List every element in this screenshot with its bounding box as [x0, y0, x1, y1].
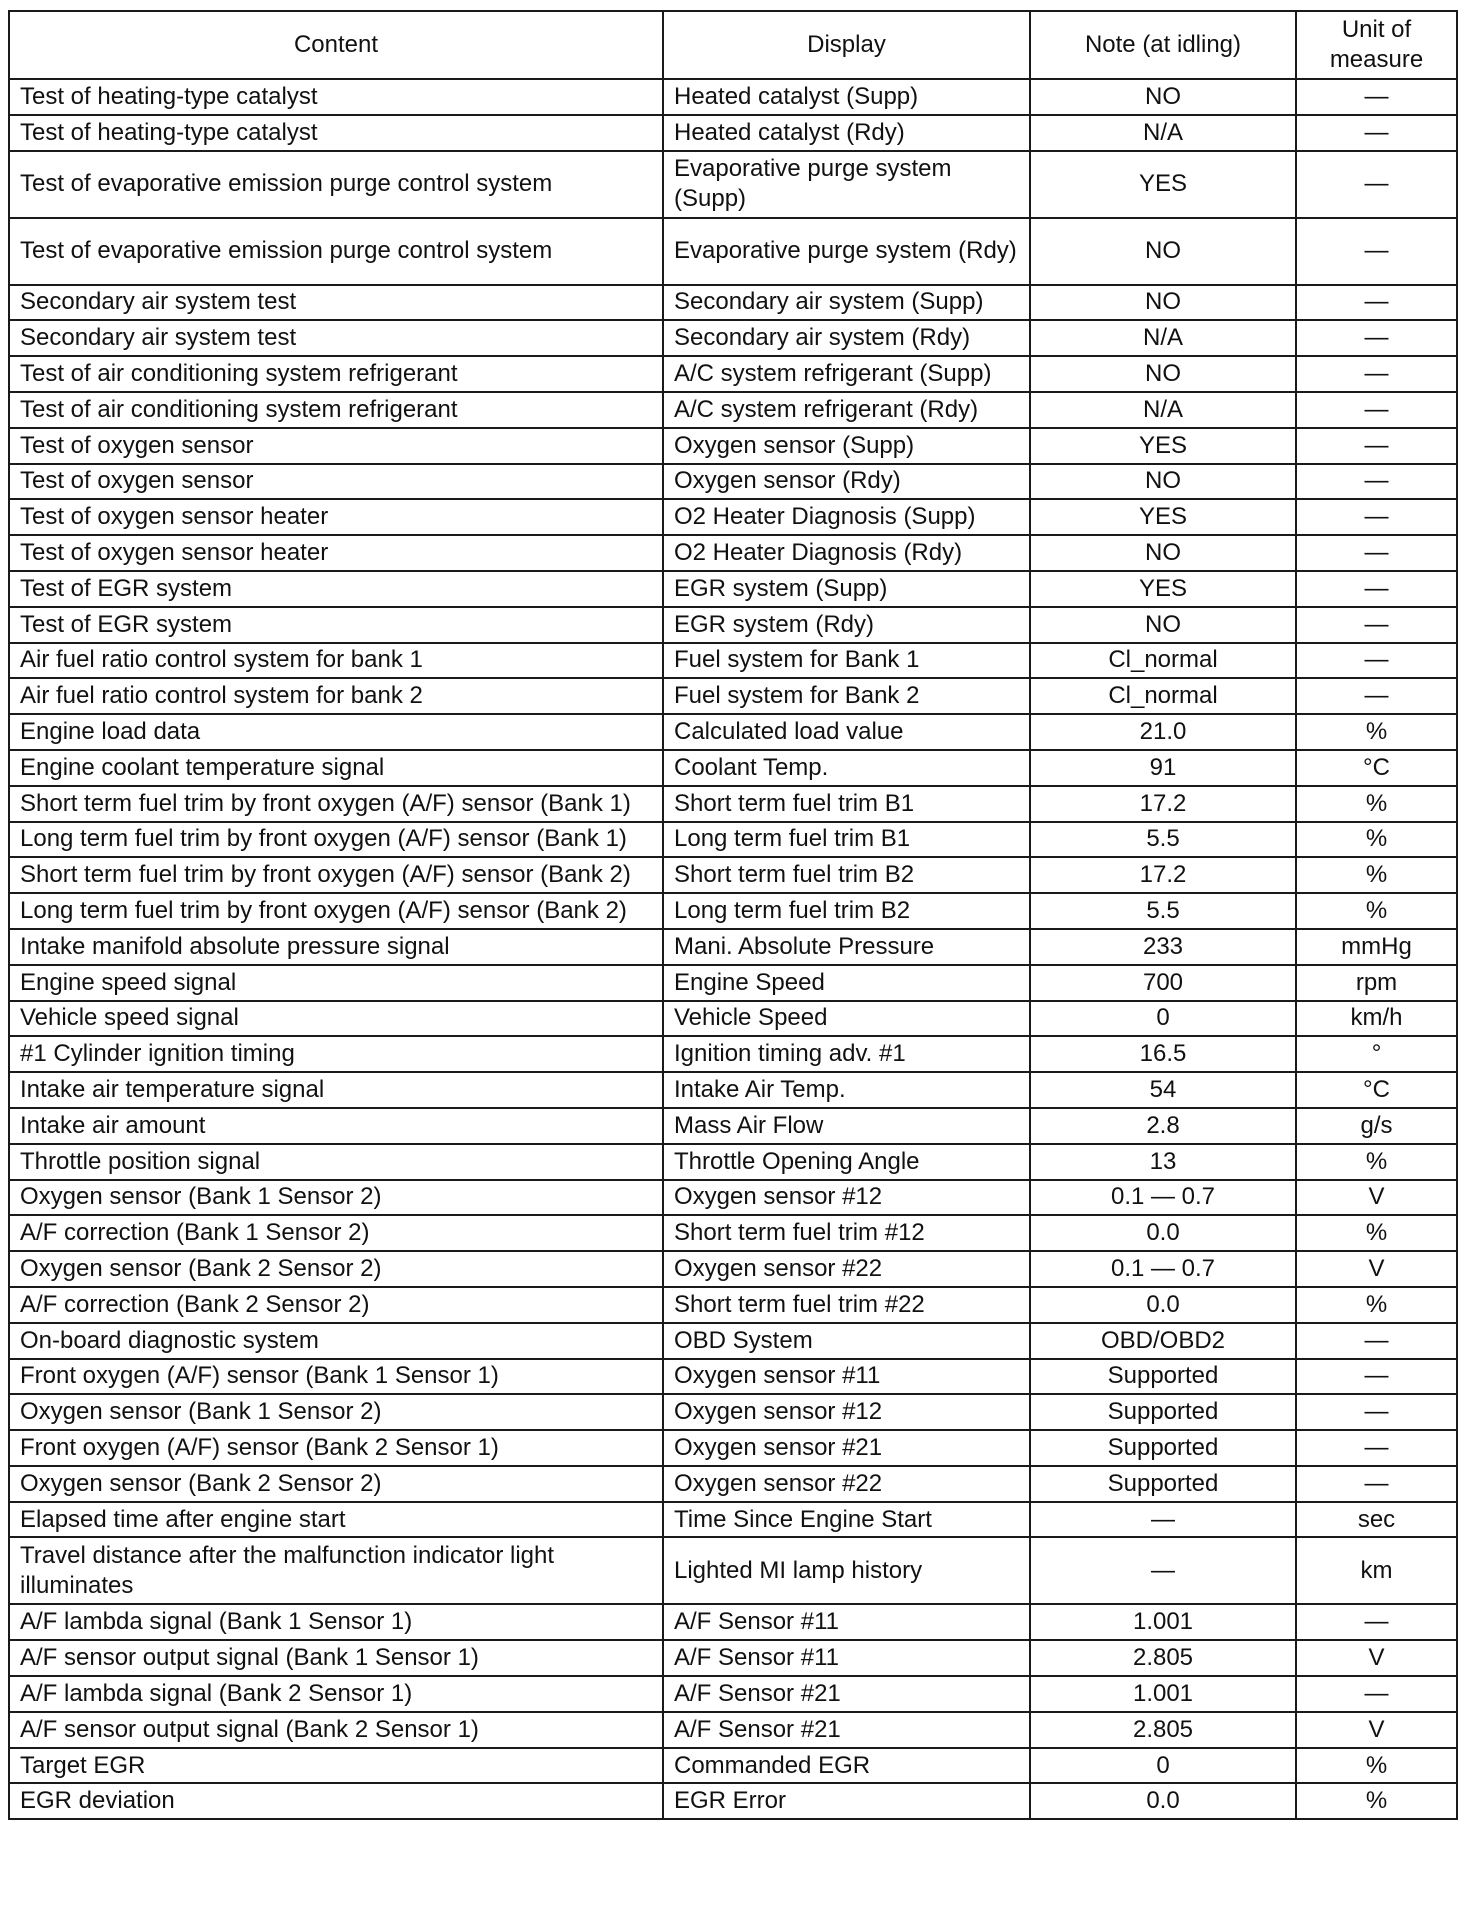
cell-content: Target EGR — [9, 1748, 663, 1784]
cell-note: 1.001 — [1030, 1604, 1296, 1640]
cell-content: A/F sensor output signal (Bank 2 Sensor 1) — [9, 1712, 663, 1748]
cell-note: 2.805 — [1030, 1640, 1296, 1676]
cell-note: — — [1030, 1502, 1296, 1538]
cell-content: A/F sensor output signal (Bank 1 Sensor 1) — [9, 1640, 663, 1676]
cell-note: 17.2 — [1030, 786, 1296, 822]
cell-note: OBD/OBD2 — [1030, 1323, 1296, 1359]
cell-note: NO — [1030, 356, 1296, 392]
table-row — [9, 1640, 1457, 1676]
cell-content: Vehicle speed signal — [9, 1001, 663, 1037]
cell-content: Engine load data — [9, 714, 663, 750]
cell-unit: g/s — [1296, 1108, 1457, 1144]
table-row — [9, 965, 1457, 1001]
header-content: Content — [9, 11, 663, 79]
cell-content: Oxygen sensor (Bank 1 Sensor 2) — [9, 1180, 663, 1216]
cell-unit: — — [1296, 115, 1457, 151]
cell-note: NO — [1030, 535, 1296, 571]
table-row — [9, 678, 1457, 714]
table-row — [9, 1072, 1457, 1108]
table-row — [9, 499, 1457, 535]
cell-note: 2.8 — [1030, 1108, 1296, 1144]
cell-display: OBD System — [663, 1323, 1030, 1359]
table-row — [9, 1036, 1457, 1072]
cell-content: Test of EGR system — [9, 607, 663, 643]
table-row — [9, 822, 1457, 858]
cell-note: 13 — [1030, 1144, 1296, 1180]
table-row — [9, 571, 1457, 607]
cell-note: Cl_normal — [1030, 643, 1296, 679]
cell-note: 16.5 — [1030, 1036, 1296, 1072]
table-row — [9, 1537, 1457, 1604]
table-row — [9, 392, 1457, 428]
cell-note: Cl_normal — [1030, 678, 1296, 714]
cell-display: Commanded EGR — [663, 1748, 1030, 1784]
cell-content: Long term fuel trim by front oxygen (A/F) sensor (Bank 2) — [9, 893, 663, 929]
table-row — [9, 1502, 1457, 1538]
cell-content: Test of oxygen sensor heater — [9, 535, 663, 571]
table-row — [9, 893, 1457, 929]
table-row — [9, 1604, 1457, 1640]
cell-display: Evaporative purge system (Rdy) — [663, 218, 1030, 285]
cell-content: Engine coolant temperature signal — [9, 750, 663, 786]
cell-content: Long term fuel trim by front oxygen (A/F) sensor (Bank 1) — [9, 822, 663, 858]
cell-note: NO — [1030, 218, 1296, 285]
cell-note: N/A — [1030, 115, 1296, 151]
cell-display: A/F Sensor #11 — [663, 1604, 1030, 1640]
table-row — [9, 714, 1457, 750]
cell-unit: — — [1296, 643, 1457, 679]
cell-content: Front oxygen (A/F) sensor (Bank 1 Sensor 1) — [9, 1359, 663, 1395]
cell-content: Oxygen sensor (Bank 2 Sensor 2) — [9, 1466, 663, 1502]
cell-note: 0 — [1030, 1748, 1296, 1784]
header-display: Display — [663, 11, 1030, 79]
table-row — [9, 1180, 1457, 1216]
cell-content: Test of evaporative emission purge control system — [9, 218, 663, 285]
table-row — [9, 115, 1457, 151]
table-row — [9, 643, 1457, 679]
cell-display: Oxygen sensor (Rdy) — [663, 464, 1030, 500]
table-row — [9, 1108, 1457, 1144]
cell-note: Supported — [1030, 1466, 1296, 1502]
cell-display: EGR system (Supp) — [663, 571, 1030, 607]
cell-unit: — — [1296, 1604, 1457, 1640]
cell-unit: — — [1296, 1394, 1457, 1430]
cell-note: N/A — [1030, 320, 1296, 356]
cell-note: 1.001 — [1030, 1676, 1296, 1712]
cell-note: 0.1 — 0.7 — [1030, 1251, 1296, 1287]
header-row — [9, 11, 1457, 79]
cell-note: NO — [1030, 464, 1296, 500]
cell-unit: % — [1296, 1215, 1457, 1251]
cell-content: Test of oxygen sensor — [9, 464, 663, 500]
table-row — [9, 428, 1457, 464]
cell-unit: — — [1296, 571, 1457, 607]
cell-unit: V — [1296, 1180, 1457, 1216]
cell-unit: — — [1296, 356, 1457, 392]
cell-note: YES — [1030, 499, 1296, 535]
cell-unit: % — [1296, 786, 1457, 822]
cell-unit: % — [1296, 857, 1457, 893]
cell-content: Test of heating-type catalyst — [9, 115, 663, 151]
cell-display: A/F Sensor #21 — [663, 1676, 1030, 1712]
cell-display: Fuel system for Bank 2 — [663, 678, 1030, 714]
table-row — [9, 1712, 1457, 1748]
cell-unit: — — [1296, 1359, 1457, 1395]
cell-display: Oxygen sensor #21 — [663, 1430, 1030, 1466]
table-row — [9, 1676, 1457, 1712]
cell-note: NO — [1030, 607, 1296, 643]
cell-content: Travel distance after the malfunction indicator light illuminates — [9, 1537, 663, 1604]
cell-unit: % — [1296, 893, 1457, 929]
table-row — [9, 285, 1457, 321]
cell-unit: V — [1296, 1712, 1457, 1748]
cell-unit: % — [1296, 1748, 1457, 1784]
cell-unit: — — [1296, 320, 1457, 356]
cell-note: 0.0 — [1030, 1287, 1296, 1323]
cell-unit: % — [1296, 1783, 1457, 1819]
cell-content: Oxygen sensor (Bank 2 Sensor 2) — [9, 1251, 663, 1287]
header-unit: Unit of measure — [1296, 11, 1457, 79]
cell-display: Oxygen sensor #22 — [663, 1466, 1030, 1502]
cell-unit: — — [1296, 1466, 1457, 1502]
cell-content: Secondary air system test — [9, 320, 663, 356]
table-row — [9, 786, 1457, 822]
cell-content: Test of evaporative emission purge control system — [9, 151, 663, 218]
cell-unit: V — [1296, 1251, 1457, 1287]
table-row — [9, 750, 1457, 786]
cell-unit: km — [1296, 1537, 1457, 1604]
cell-display: Calculated load value — [663, 714, 1030, 750]
cell-content: Test of oxygen sensor — [9, 428, 663, 464]
cell-note: YES — [1030, 571, 1296, 607]
cell-content: Air fuel ratio control system for bank 1 — [9, 643, 663, 679]
cell-note: NO — [1030, 79, 1296, 115]
cell-content: Test of heating-type catalyst — [9, 79, 663, 115]
cell-unit: % — [1296, 1144, 1457, 1180]
table-row — [9, 1001, 1457, 1037]
table-row — [9, 1144, 1457, 1180]
cell-content: Front oxygen (A/F) sensor (Bank 2 Sensor 1) — [9, 1430, 663, 1466]
cell-display: Oxygen sensor #12 — [663, 1180, 1030, 1216]
table-row — [9, 1783, 1457, 1819]
cell-content: Throttle position signal — [9, 1144, 663, 1180]
cell-display: Oxygen sensor #12 — [663, 1394, 1030, 1430]
cell-note: 0.0 — [1030, 1783, 1296, 1819]
cell-display: EGR system (Rdy) — [663, 607, 1030, 643]
table-row — [9, 218, 1457, 285]
table-row — [9, 857, 1457, 893]
cell-display: Mani. Absolute Pressure — [663, 929, 1030, 965]
cell-content: EGR deviation — [9, 1783, 663, 1819]
cell-unit: — — [1296, 428, 1457, 464]
cell-display: A/C system refrigerant (Rdy) — [663, 392, 1030, 428]
cell-unit: V — [1296, 1640, 1457, 1676]
cell-note: 5.5 — [1030, 822, 1296, 858]
cell-unit: — — [1296, 1676, 1457, 1712]
cell-unit: mmHg — [1296, 929, 1457, 965]
cell-unit: — — [1296, 535, 1457, 571]
cell-display: Oxygen sensor #11 — [663, 1359, 1030, 1395]
table-row — [9, 464, 1457, 500]
cell-display: Fuel system for Bank 1 — [663, 643, 1030, 679]
cell-content: Intake manifold absolute pressure signal — [9, 929, 663, 965]
table-body — [9, 79, 1457, 1819]
table-row — [9, 1430, 1457, 1466]
cell-note: Supported — [1030, 1430, 1296, 1466]
cell-note: 5.5 — [1030, 893, 1296, 929]
cell-unit: °C — [1296, 1072, 1457, 1108]
cell-content: On-board diagnostic system — [9, 1323, 663, 1359]
cell-display: EGR Error — [663, 1783, 1030, 1819]
table-row — [9, 1394, 1457, 1430]
cell-display: Short term fuel trim B1 — [663, 786, 1030, 822]
cell-unit: % — [1296, 714, 1457, 750]
table-row — [9, 1466, 1457, 1502]
cell-note: YES — [1030, 428, 1296, 464]
cell-note: 700 — [1030, 965, 1296, 1001]
cell-content: A/F lambda signal (Bank 2 Sensor 1) — [9, 1676, 663, 1712]
cell-unit: — — [1296, 285, 1457, 321]
table-row — [9, 535, 1457, 571]
cell-content: Test of EGR system — [9, 571, 663, 607]
cell-unit: % — [1296, 822, 1457, 858]
table-row — [9, 320, 1457, 356]
cell-content: Intake air temperature signal — [9, 1072, 663, 1108]
cell-content: A/F correction (Bank 2 Sensor 2) — [9, 1287, 663, 1323]
cell-note: 21.0 — [1030, 714, 1296, 750]
cell-display: Long term fuel trim B2 — [663, 893, 1030, 929]
cell-note: NO — [1030, 285, 1296, 321]
cell-content: A/F correction (Bank 1 Sensor 2) — [9, 1215, 663, 1251]
cell-display: A/F Sensor #21 — [663, 1712, 1030, 1748]
cell-display: Heated catalyst (Supp) — [663, 79, 1030, 115]
cell-note: 233 — [1030, 929, 1296, 965]
cell-unit: sec — [1296, 1502, 1457, 1538]
cell-note: 91 — [1030, 750, 1296, 786]
cell-display: Engine Speed — [663, 965, 1030, 1001]
cell-note: 2.805 — [1030, 1712, 1296, 1748]
cell-display: Secondary air system (Supp) — [663, 285, 1030, 321]
cell-note: Supported — [1030, 1359, 1296, 1395]
cell-display: Mass Air Flow — [663, 1108, 1030, 1144]
cell-display: Evaporative purge system (Supp) — [663, 151, 1030, 218]
cell-display: Intake Air Temp. — [663, 1072, 1030, 1108]
cell-unit: — — [1296, 678, 1457, 714]
cell-content: Oxygen sensor (Bank 1 Sensor 2) — [9, 1394, 663, 1430]
cell-unit: — — [1296, 499, 1457, 535]
cell-content: Test of air conditioning system refrigerant — [9, 392, 663, 428]
obd-data-table — [8, 10, 1458, 1820]
cell-unit: ° — [1296, 1036, 1457, 1072]
cell-note: Supported — [1030, 1394, 1296, 1430]
cell-note: YES — [1030, 151, 1296, 218]
cell-note: 0.0 — [1030, 1215, 1296, 1251]
table-row — [9, 1287, 1457, 1323]
table-row — [9, 1251, 1457, 1287]
cell-display: Long term fuel trim B1 — [663, 822, 1030, 858]
spec-sheet — [8, 10, 1456, 1820]
cell-display: Throttle Opening Angle — [663, 1144, 1030, 1180]
cell-note: 0.1 — 0.7 — [1030, 1180, 1296, 1216]
cell-display: Short term fuel trim B2 — [663, 857, 1030, 893]
cell-content: Test of oxygen sensor heater — [9, 499, 663, 535]
cell-unit: km/h — [1296, 1001, 1457, 1037]
cell-content: Air fuel ratio control system for bank 2 — [9, 678, 663, 714]
cell-content: Intake air amount — [9, 1108, 663, 1144]
cell-unit: — — [1296, 218, 1457, 285]
cell-display: O2 Heater Diagnosis (Supp) — [663, 499, 1030, 535]
cell-display: Secondary air system (Rdy) — [663, 320, 1030, 356]
cell-display: Ignition timing adv. #1 — [663, 1036, 1030, 1072]
cell-content: Test of air conditioning system refrigerant — [9, 356, 663, 392]
table-row — [9, 79, 1457, 115]
cell-display: Coolant Temp. — [663, 750, 1030, 786]
cell-content: A/F lambda signal (Bank 1 Sensor 1) — [9, 1604, 663, 1640]
cell-display: Lighted MI lamp history — [663, 1537, 1030, 1604]
cell-note: 0 — [1030, 1001, 1296, 1037]
cell-display: O2 Heater Diagnosis (Rdy) — [663, 535, 1030, 571]
cell-display: A/C system refrigerant (Supp) — [663, 356, 1030, 392]
cell-unit: — — [1296, 464, 1457, 500]
cell-content: Short term fuel trim by front oxygen (A/F) sensor (Bank 1) — [9, 786, 663, 822]
cell-note: N/A — [1030, 392, 1296, 428]
table-row — [9, 1359, 1457, 1395]
cell-content: #1 Cylinder ignition timing — [9, 1036, 663, 1072]
cell-display: Oxygen sensor (Supp) — [663, 428, 1030, 464]
cell-unit: °C — [1296, 750, 1457, 786]
header-note: Note (at idling) — [1030, 11, 1296, 79]
cell-unit: rpm — [1296, 965, 1457, 1001]
cell-unit: — — [1296, 1430, 1457, 1466]
cell-unit: — — [1296, 79, 1457, 115]
cell-note: 54 — [1030, 1072, 1296, 1108]
table-row — [9, 1748, 1457, 1784]
table-row — [9, 929, 1457, 965]
table-row — [9, 1323, 1457, 1359]
cell-note: — — [1030, 1537, 1296, 1604]
cell-display: Heated catalyst (Rdy) — [663, 115, 1030, 151]
cell-display: A/F Sensor #11 — [663, 1640, 1030, 1676]
cell-unit: — — [1296, 392, 1457, 428]
cell-content: Elapsed time after engine start — [9, 1502, 663, 1538]
cell-unit: — — [1296, 151, 1457, 218]
cell-content: Engine speed signal — [9, 965, 663, 1001]
cell-unit: % — [1296, 1287, 1457, 1323]
cell-unit: — — [1296, 607, 1457, 643]
table-row — [9, 607, 1457, 643]
cell-display: Short term fuel trim #22 — [663, 1287, 1030, 1323]
cell-note: 17.2 — [1030, 857, 1296, 893]
table-row — [9, 151, 1457, 218]
table-row — [9, 356, 1457, 392]
cell-content: Secondary air system test — [9, 285, 663, 321]
cell-display: Oxygen sensor #22 — [663, 1251, 1030, 1287]
cell-unit: — — [1296, 1323, 1457, 1359]
cell-display: Time Since Engine Start — [663, 1502, 1030, 1538]
cell-display: Vehicle Speed — [663, 1001, 1030, 1037]
table-row — [9, 1215, 1457, 1251]
cell-display: Short term fuel trim #12 — [663, 1215, 1030, 1251]
cell-content: Short term fuel trim by front oxygen (A/F) sensor (Bank 2) — [9, 857, 663, 893]
